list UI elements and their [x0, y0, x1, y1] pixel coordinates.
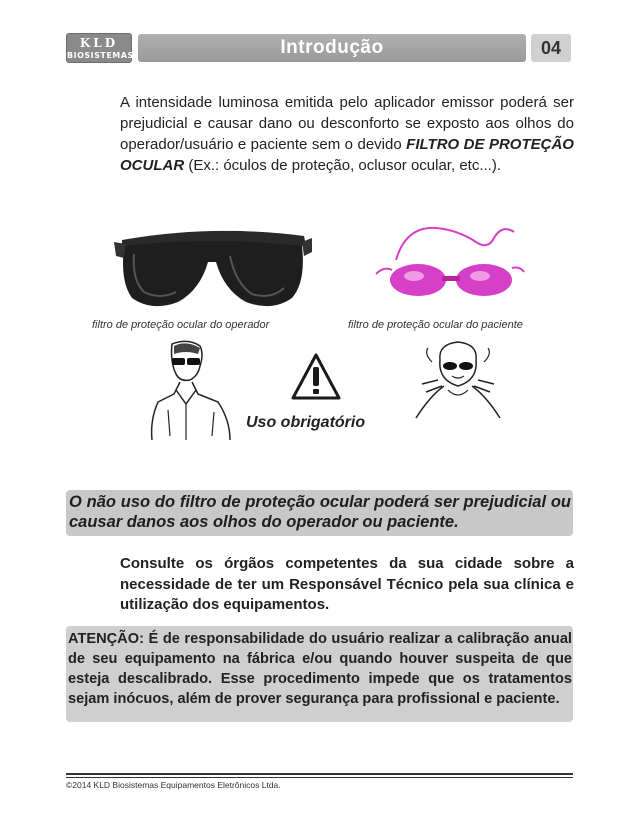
- consult-paragraph: Consulte os órgãos competentes da sua cidade sobre a necessidade de ter um Responsável Técnico pela sua clínica e utilização dos equipamentos.: [120, 555, 574, 613]
- intro-text: A intensidade luminosa emitida pelo aplicador emissor poderá ser prejudicial e causar dano ou desconforto se exposto aos olhos do operador/usuário e paciente sem o devido: [120, 94, 574, 153]
- copyright-footer: ©2014 KLD Biosistemas Equipamentos Eletrônicos Ltda.: [66, 780, 281, 790]
- attention-text: ATENÇÃO: É de responsabilidade do usuário realizar a calibração anual de seu equipamento na fábrica e/ou quando houver suspeita de que esteja descalibrado. Esse procedimento impede que os tratamentos sejam inócuos, além de prover segurança para profissional e paciente.: [68, 631, 572, 707]
- logo-subtitle: BIOSISTEMAS: [67, 51, 134, 60]
- mandatory-use-label: Uso obrigatório: [246, 414, 366, 431]
- footer-divider-thin: [66, 777, 573, 778]
- patient-goggles-image: [366, 222, 526, 312]
- intro-text-end: (Ex.: óculos de proteção, oclusor ocular, etc...).: [184, 157, 501, 174]
- kld-logo: [66, 33, 132, 63]
- page-number-badge: 04: [531, 34, 571, 62]
- patient-illustration: [408, 340, 508, 422]
- operator-illustration: [148, 340, 240, 442]
- warning-text: O não uso do filtro de proteção ocular poderá ser prejudicial ou causar danos aos olhos do operador ou paciente.: [69, 493, 571, 531]
- intro-emphasis: FILTRO DE PROTEÇÃO OCULAR: [120, 136, 574, 174]
- warning-triangle-icon: [290, 352, 342, 402]
- intro-paragraph: [120, 92, 574, 176]
- footer-divider: [66, 773, 573, 775]
- patient-filter-caption: filtro de proteção ocular do paciente: [348, 319, 523, 331]
- page-title: Introdução: [138, 34, 526, 62]
- operator-filter-caption: filtro de proteção ocular do operador: [92, 319, 270, 331]
- operator-glasses-image: [112, 222, 314, 317]
- logo-brand: KLD: [79, 36, 119, 50]
